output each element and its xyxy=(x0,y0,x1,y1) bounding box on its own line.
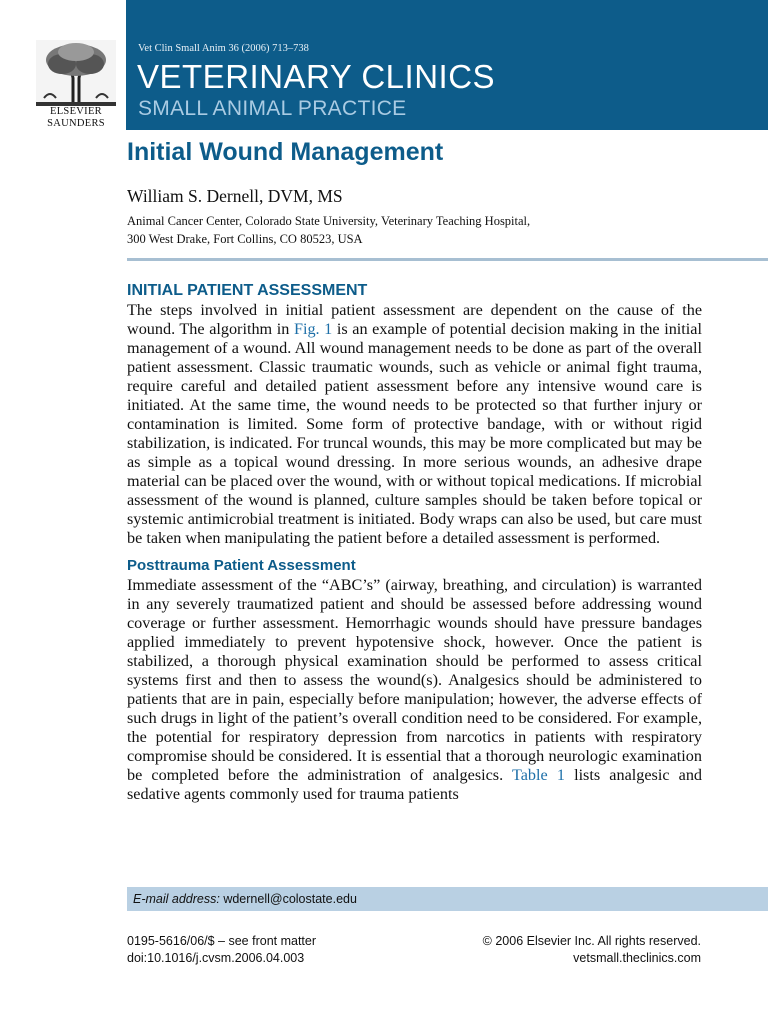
copyright-text: © 2006 Elsevier Inc. All rights reserved. xyxy=(482,934,701,948)
email-address-link[interactable]: wdernell@colostate.edu xyxy=(223,892,357,906)
body-paragraph xyxy=(127,576,702,804)
figure-link[interactable]: Fig. 1 xyxy=(293,320,333,338)
doi-link[interactable]: doi:10.1016/j.cvsm.2006.04.003 xyxy=(127,951,305,965)
elsevier-tree-icon xyxy=(36,40,116,106)
author-affiliation xyxy=(127,212,530,248)
website-link[interactable]: vetsmall.theclinics.com xyxy=(573,951,701,965)
subsection-heading: Posttrauma Patient Assessment xyxy=(127,557,356,574)
email-footnote xyxy=(127,887,768,911)
header-divider xyxy=(127,258,768,261)
journal-subtitle: SMALL ANIMAL PRACTICE xyxy=(138,97,407,120)
paragraph-text: lists analgesic and sedative agents commonly used for trauma patients xyxy=(127,766,703,803)
publisher-name: ELSEVIER xyxy=(50,106,102,117)
article-author: William S. Dernell, DVM, MS xyxy=(127,186,343,206)
paragraph-text: Immediate assessment of the “ABC’s” (airway, breathing, and circulation) is warranted in any severely traumatized patient and should be assessed before addressing wound coverage or further assessment. Hemorrhagic wounds should have pressure bandages applied immediately to prevent hypotensive shock, however. Once the patient is stabilized, a thorough physical examination should be performed to assess critical systems first and then to assess the wound(s). Analgesics should be administered to patients that are in pain, especially before manipulation; however, the adverse effects of such drugs in light of the patient’s overall condition need to be considered. For example, the potential for respiratory depression from narcotics in patients with respiratory compromise should be considered. It is essential that a thorough neurologic examination be completed before the administration of analgesics. xyxy=(127,576,702,784)
article-body xyxy=(127,281,702,804)
journal-title: VETERINARY CLINICS xyxy=(137,58,496,95)
email-label: E-mail address: xyxy=(133,892,220,906)
footer-left xyxy=(127,933,316,967)
publisher-imprint: SAUNDERS xyxy=(47,118,105,129)
paragraph-text: The steps involved in initial patient assessment are dependent on the cause of the wound. The algorithm in xyxy=(127,301,702,338)
issn-text: 0195-5616/06/$ – see front matter xyxy=(127,934,317,948)
paragraph-text: is an example of potential decision making in the initial management of a wound. All wound management needs to be done as part of the overall patient assessment. Classic traumatic wounds, such as vehicle or animal fight trauma, require careful and detailed patient assessment before any intensive wound care is initiated. At the same time, the wound needs to be protected so that further injury or contamination is limited. Some form of protective bandage, with or without rigid stabilization, is indicated. For truncal wounds, this may be more complicated but may be as simple as a topical wound dressing. In more serious wounds, an adhesive drape material can be placed over the wound, with or without topical medications. If microbial assessment of the wound is planned, culture samples should be taken before topical or systemic antimicrobial treatment is initiated. Body wraps can also be used, but care must be taken when manipulating the patient before a detailed assessment is performed. xyxy=(127,320,702,547)
body-paragraph xyxy=(127,301,702,548)
journal-banner xyxy=(126,0,768,130)
footer-right xyxy=(483,933,701,967)
publisher-logo xyxy=(36,40,116,132)
article-title: Initial Wound Management xyxy=(127,138,444,166)
journal-reference: Vet Clin Small Anim 36 (2006) 713–738 xyxy=(138,43,309,54)
section-heading: INITIAL PATIENT ASSESSMENT xyxy=(127,282,368,299)
affiliation-line: Animal Cancer Center, Colorado State University, Veterinary Teaching Hospital, xyxy=(127,214,531,228)
table-link[interactable]: Table 1 xyxy=(511,766,565,784)
affiliation-line: 300 West Drake, Fort Collins, CO 80523, USA xyxy=(127,232,363,246)
